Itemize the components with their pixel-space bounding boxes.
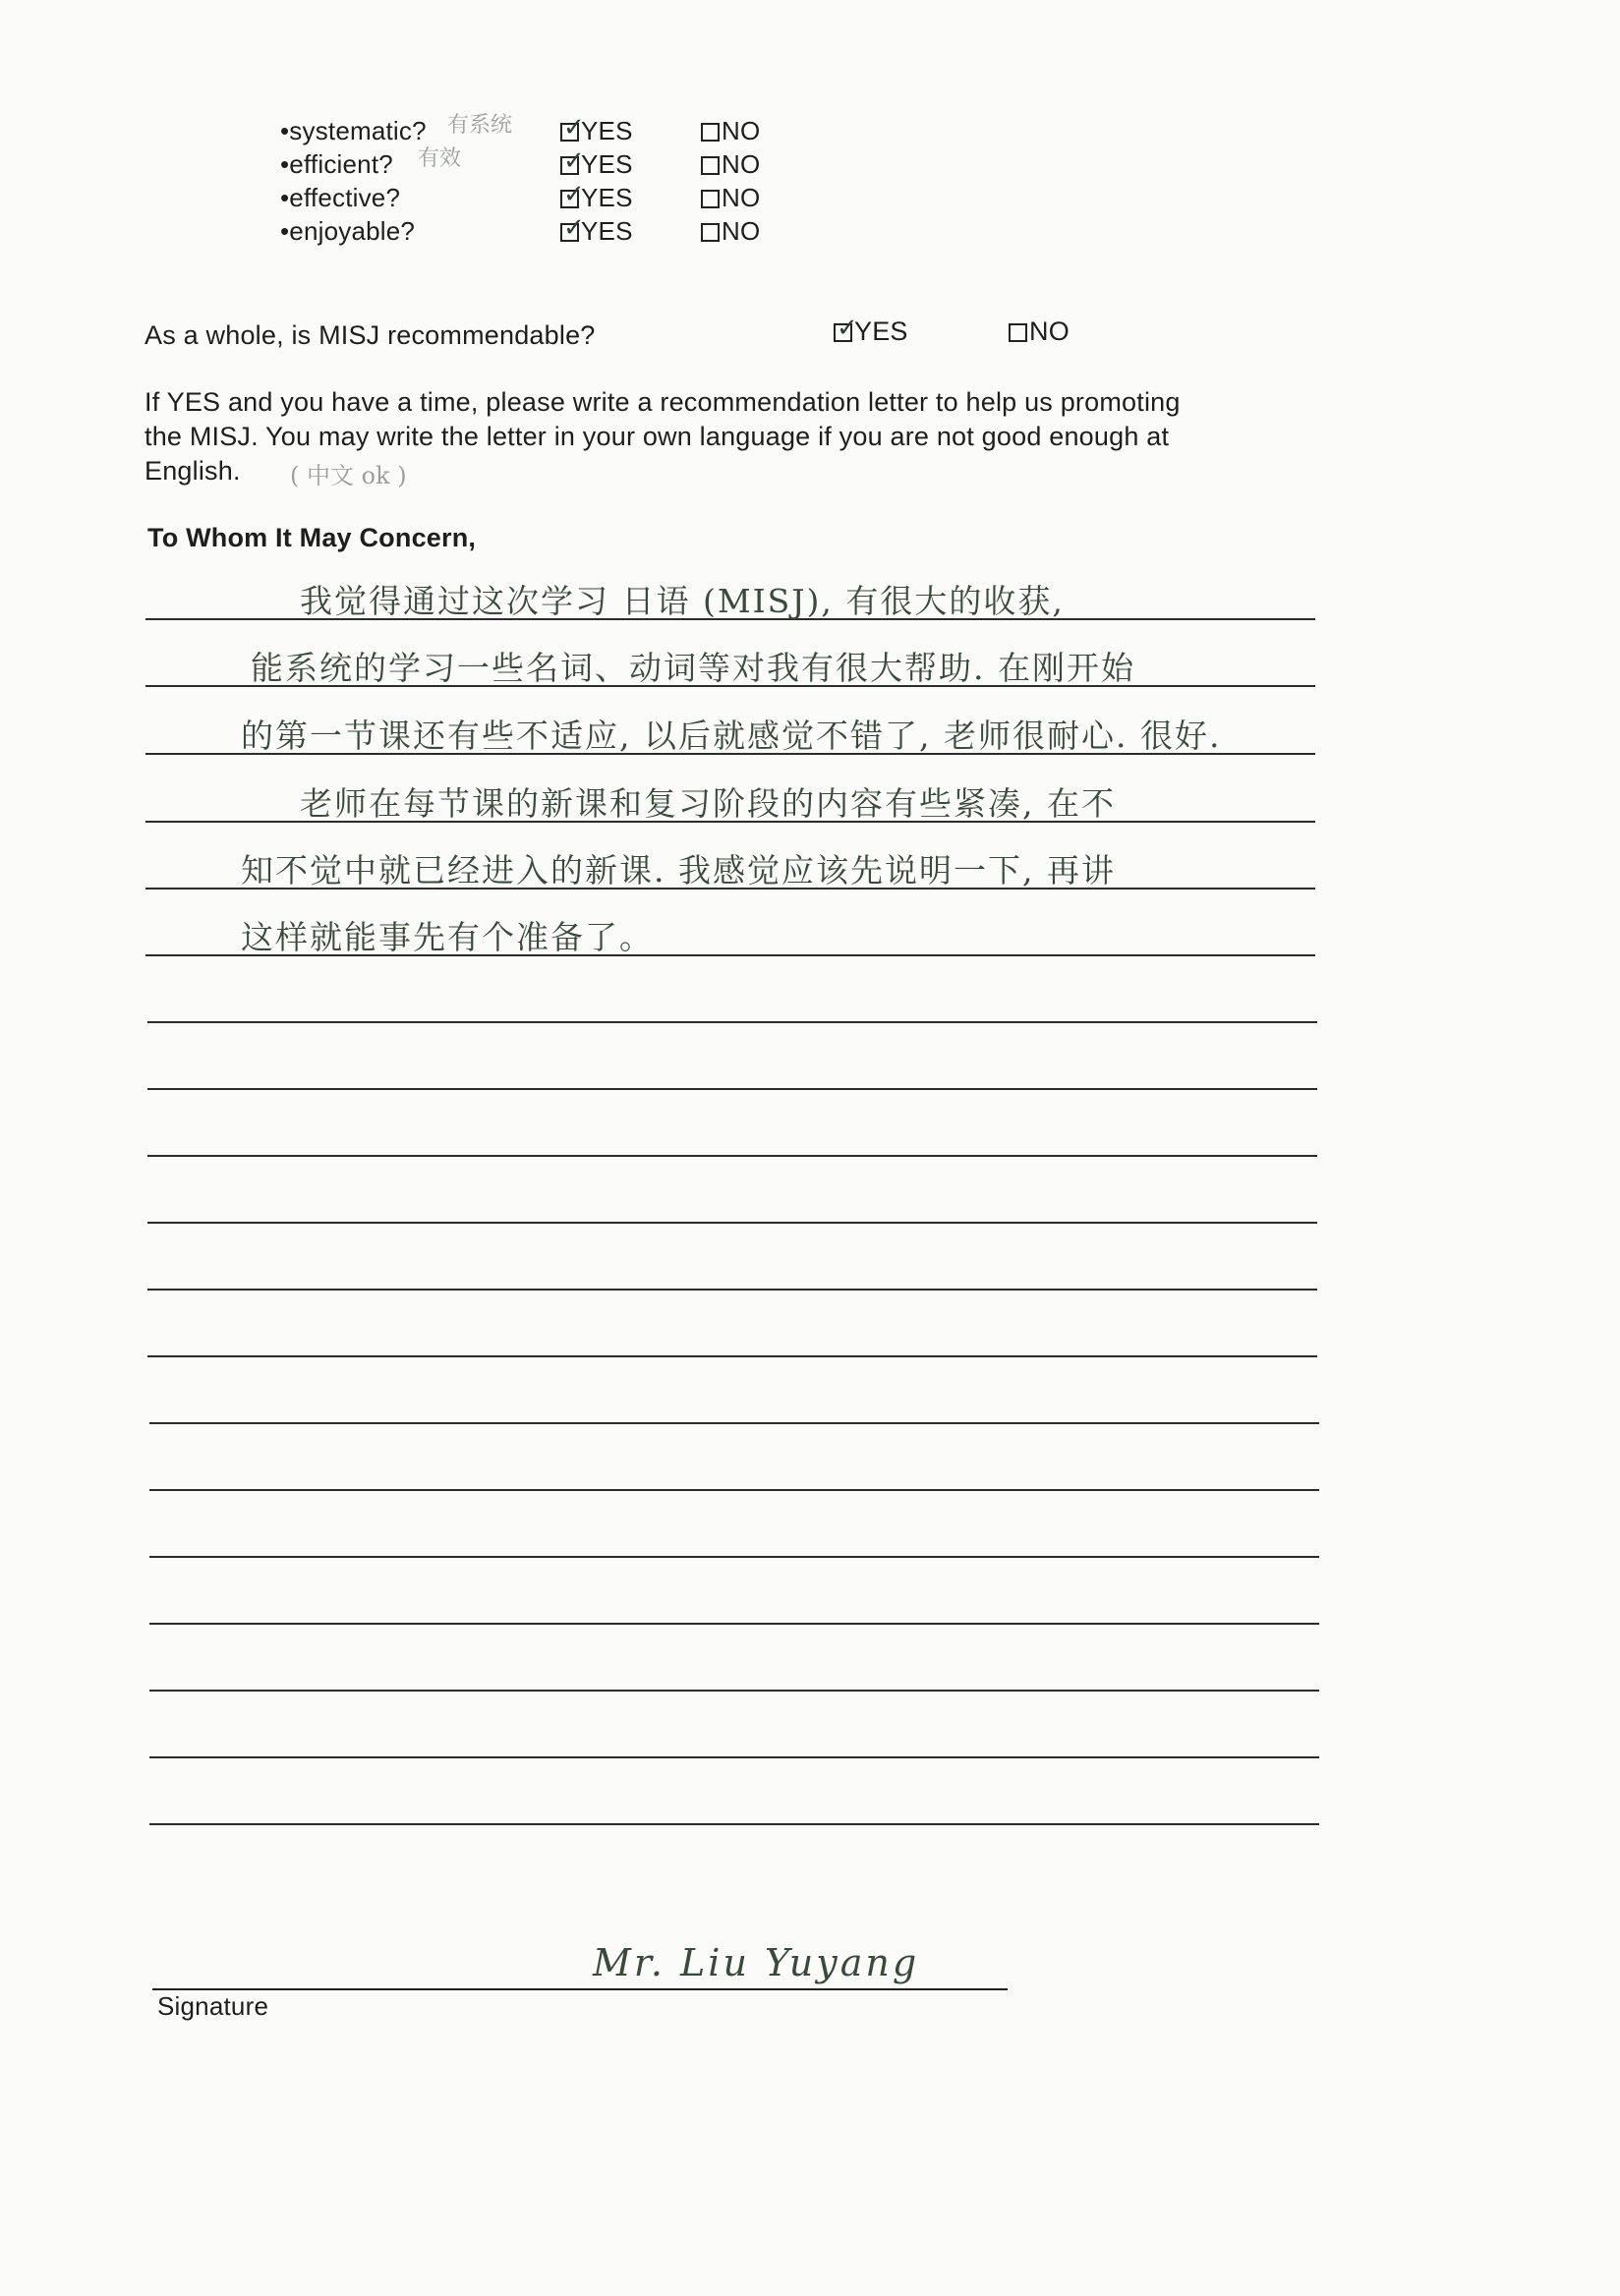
yes-option[interactable] (560, 146, 633, 180)
ruled-line (147, 1222, 1317, 1224)
yes-checkbox[interactable] (560, 113, 585, 143)
criteria-note: 有系统 (447, 113, 513, 138)
check-mark-icon: ✓ (563, 113, 585, 143)
yes-option[interactable] (560, 180, 633, 213)
yes-label: YES (854, 316, 908, 346)
no-label: NO (722, 116, 761, 145)
signature-line (152, 1988, 1008, 1990)
no-checkbox[interactable] (701, 190, 720, 208)
ruled-line (149, 1489, 1319, 1491)
ruled-line (149, 1422, 1319, 1424)
no-checkbox[interactable] (1009, 323, 1027, 342)
letter-line: 知不觉中就已经进入的新课. 我感觉应该先说明一下, 再讲 (241, 851, 1116, 890)
yes-checkbox[interactable] (560, 180, 585, 209)
recommend-yes-option[interactable] (834, 316, 908, 347)
criteria-row-enjoyable (280, 213, 791, 250)
no-option[interactable] (701, 149, 760, 180)
ruled-line (147, 1155, 1317, 1157)
criteria-label: •effective? (280, 183, 401, 212)
ruled-line (149, 1690, 1319, 1692)
no-option[interactable] (701, 183, 760, 213)
signature-handwritten: Mr. Liu Yuyang (593, 1941, 920, 1984)
yes-label: YES (581, 116, 633, 145)
criteria-row-efficient (280, 146, 791, 183)
ruled-line (147, 1088, 1317, 1090)
instructions-line-1: If YES and you have a time, please write a recommendation letter to help us promoting (145, 387, 1181, 417)
criteria-row-systematic (280, 113, 791, 149)
yes-option[interactable] (560, 113, 633, 146)
ruled-line (147, 1021, 1317, 1023)
check-mark-icon: ✓ (837, 314, 858, 343)
ruled-line (149, 1756, 1319, 1758)
yes-checkbox[interactable] (560, 146, 585, 176)
criteria-label: •enjoyable? (280, 216, 416, 246)
criteria-label: •systematic? (280, 116, 427, 145)
letter-line: 这样就能事先有个准备了。 (241, 918, 654, 956)
yes-option[interactable] (560, 213, 633, 247)
instructions-line-2: the MISJ. You may write the letter in your own language if you are not good enough at (145, 422, 1170, 451)
instructions-line-3: English. (145, 456, 241, 486)
yes-label: YES (581, 149, 633, 179)
yes-checkbox[interactable] (834, 314, 858, 343)
letter-line: 能系统的学习一些名词、动词等对我有很大帮助. 在刚开始 (251, 649, 1135, 687)
no-option[interactable] (701, 216, 760, 247)
no-checkbox[interactable] (701, 156, 720, 175)
letter-line: 的第一节课还有些不适应, 以后就感觉不错了, 老师很耐心. 很好. (241, 717, 1222, 755)
letter-line: 我觉得通过这次学习 日语 (MISJ), 有很大的收获, (300, 582, 1065, 620)
criteria-label: •efficient? (280, 149, 393, 179)
check-mark-icon: ✓ (563, 180, 585, 209)
letter-salutation: To Whom It May Concern, (147, 523, 477, 552)
no-label: NO (722, 149, 761, 179)
letter-line: 老师在每节课的新课和复习阶段的内容有些紧凑, 在不 (300, 784, 1116, 823)
instructions-handwritten-note: ( 中文 ok ) (290, 462, 407, 489)
ruled-line (147, 1289, 1317, 1291)
ruled-line (147, 1355, 1317, 1357)
check-mark-icon: ✓ (563, 146, 585, 176)
no-option[interactable] (701, 116, 760, 146)
no-label: NO (722, 216, 761, 246)
criteria-row-effective (280, 180, 791, 216)
ruled-line (149, 1823, 1319, 1825)
yes-label: YES (581, 216, 633, 246)
criteria-note: 有效 (418, 146, 462, 171)
no-label: NO (722, 183, 761, 212)
recommend-question: As a whole, is MISJ recommendable? (145, 320, 596, 350)
check-mark-icon: ✓ (563, 213, 585, 243)
recommend-no-option[interactable] (1009, 316, 1070, 347)
no-label: NO (1029, 316, 1070, 346)
ruled-line (149, 1556, 1319, 1558)
yes-checkbox[interactable] (560, 213, 585, 243)
ruled-line (149, 1623, 1319, 1625)
signature-label: Signature (157, 1991, 269, 2021)
no-checkbox[interactable] (701, 223, 720, 242)
yes-label: YES (581, 183, 633, 212)
no-checkbox[interactable] (701, 123, 720, 142)
